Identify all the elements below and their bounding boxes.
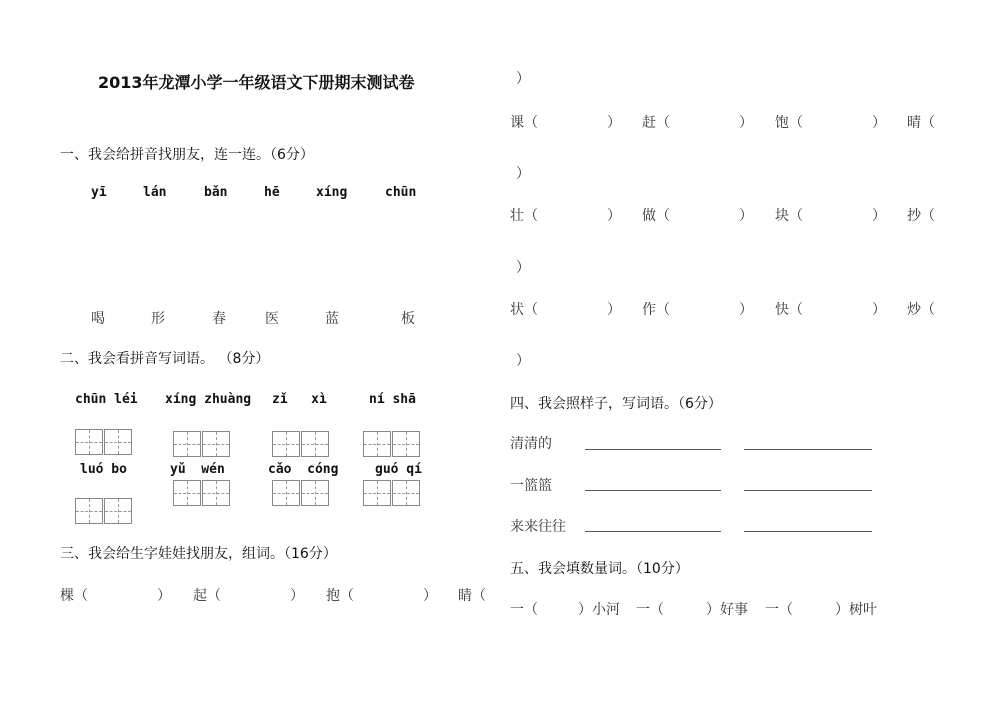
writing-grid[interactable] (75, 498, 132, 524)
pinyin-item: bǎn (204, 185, 228, 200)
character-item: 喝 (91, 311, 105, 327)
section3-heading: 三、我会给生字娃娃找朋友，组词。（16分） (60, 546, 337, 562)
character-item: 板 (401, 311, 415, 327)
char-blank: 壮（ (510, 208, 538, 224)
answer-line[interactable] (585, 531, 721, 532)
writing-grid[interactable] (75, 429, 132, 455)
writing-grid[interactable] (173, 431, 230, 457)
character-item: 医 (265, 311, 279, 327)
close-paren: ） (739, 115, 753, 131)
close-paren: ） (607, 115, 621, 131)
close-paren: ） (516, 260, 530, 276)
character-item: 春 (212, 311, 226, 327)
char-blank: 抄（ (907, 208, 935, 224)
char-blank: 抱（ (326, 588, 354, 604)
answer-line[interactable] (744, 449, 872, 450)
close-paren: ） (157, 588, 171, 604)
char-blank: 作（ (642, 302, 670, 318)
page-title: 2013年龙潭小学一年级语文下册期末测试卷 (98, 73, 415, 92)
section4-heading: 四、我会照样子，写词语。（6分） (510, 396, 722, 412)
measure-prefix: 一（ (636, 602, 664, 618)
char-blank: 状（ (510, 302, 538, 318)
measure-prefix: 一（ (510, 602, 538, 618)
close-paren: ） (872, 302, 886, 318)
char-blank: 做（ (642, 208, 670, 224)
pinyin-word: ní shā (369, 392, 416, 407)
close-paren: ） (423, 588, 437, 604)
answer-line[interactable] (585, 449, 721, 450)
close-paren: ） (607, 208, 621, 224)
pinyin-item: xíng (316, 185, 348, 200)
section5-heading: 五、我会填数量词。（10分） (510, 561, 689, 577)
close-paren: ） (607, 302, 621, 318)
measure-suffix: ）树叶 (835, 602, 877, 618)
char-blank: 课（ (510, 115, 538, 131)
writing-grid[interactable] (272, 431, 329, 457)
pinyin-word: xíng zhuàng (165, 392, 252, 407)
close-paren: ） (516, 166, 530, 182)
section1-heading: 一、我会给拼音找朋友，连一连。（6分） (60, 147, 314, 163)
close-paren: ） (516, 71, 530, 87)
character-item: 蓝 (325, 311, 339, 327)
close-paren: ） (872, 115, 886, 131)
writing-grid[interactable] (173, 480, 230, 506)
char-blank: 晴（ (907, 115, 935, 131)
pinyin-word: chūn léi (75, 392, 138, 407)
char-blank: 赶（ (642, 115, 670, 131)
char-blank: 睛（ (458, 588, 486, 604)
pinyin-word: yǔ wén (170, 462, 225, 477)
pinyin-item: hē (264, 185, 280, 200)
pinyin-item: chūn (385, 185, 417, 200)
pinyin-item: lán (143, 185, 167, 200)
writing-grid[interactable] (272, 480, 329, 506)
char-blank: 炒（ (907, 302, 935, 318)
writing-grid[interactable] (363, 480, 420, 506)
writing-grid[interactable] (363, 431, 420, 457)
example-word: 清清的 (510, 436, 552, 452)
section2-heading: 二、我会看拼音写词语。 （8分） (60, 351, 270, 367)
close-paren: ） (872, 208, 886, 224)
pinyin-word: zǐ xì (272, 392, 327, 407)
answer-line[interactable] (744, 490, 872, 491)
char-blank: 饱（ (775, 115, 803, 131)
close-paren: ） (739, 208, 753, 224)
close-paren: ） (290, 588, 304, 604)
character-item: 形 (151, 311, 165, 327)
char-blank: 棵（ (60, 588, 88, 604)
pinyin-word: cǎo cóng (268, 462, 339, 477)
measure-prefix: 一（ (765, 602, 793, 618)
char-blank: 起（ (193, 588, 221, 604)
pinyin-item: yī (91, 185, 107, 200)
example-word: 一篮篮 (510, 478, 552, 494)
measure-suffix: ）小河 (578, 602, 620, 618)
close-paren: ） (739, 302, 753, 318)
char-blank: 快（ (775, 302, 803, 318)
measure-suffix: ）好事 (706, 602, 748, 618)
close-paren: ） (516, 353, 530, 369)
pinyin-word: guó qí (375, 462, 422, 477)
pinyin-word: luó bo (80, 462, 127, 477)
char-blank: 块（ (775, 208, 803, 224)
answer-line[interactable] (744, 531, 872, 532)
example-word: 来来往往 (510, 519, 566, 535)
answer-line[interactable] (585, 490, 721, 491)
